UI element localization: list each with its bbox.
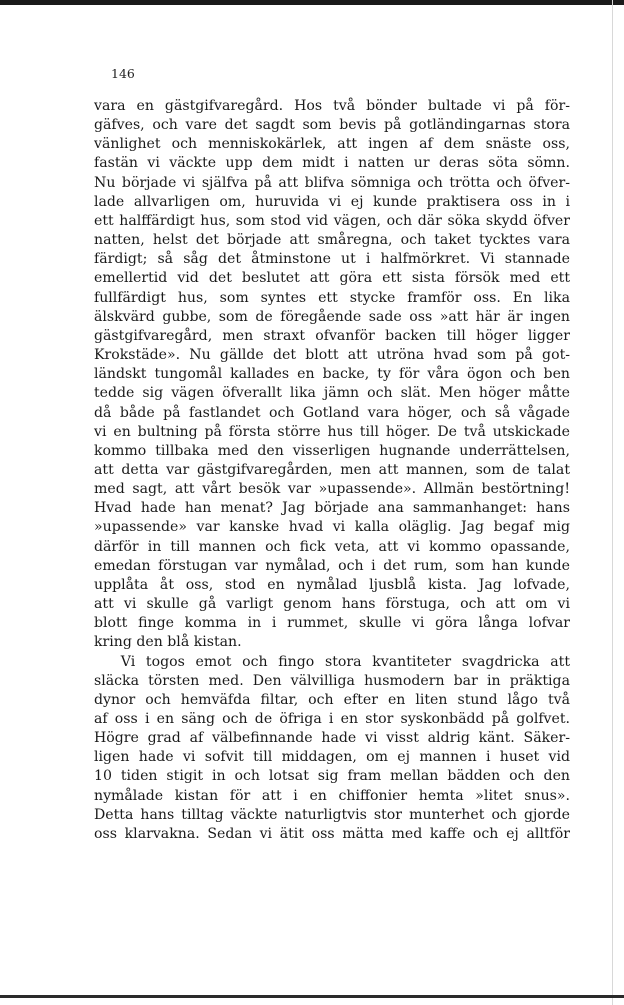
text-line: vi en bultning på första större hus till höger. De två utskickade bbox=[94, 423, 570, 440]
text-line: att vi skulle gå varligt genom hans förstuga, och att om vi bbox=[94, 596, 570, 613]
text-line: nymålade kistan för att i en chiffonier hemta »litet snus». bbox=[94, 787, 570, 804]
text-line: Hvad hade han menat? Jag började ana sammanhanget: hans bbox=[94, 500, 570, 517]
page-right-edge bbox=[612, 0, 613, 1005]
text-line: gästgifvaregård, men straxt ofvanför backen till höger ligger bbox=[94, 327, 570, 344]
text-line: vara en gästgifvaregård. Hos två bönder bultade vi på för- bbox=[94, 98, 570, 114]
text-line: därför in till mannen och fick veta, att vi kommo opassande, bbox=[94, 538, 570, 555]
text-line: att detta var gästgifvaregården, men att mannen, som de talat bbox=[94, 461, 570, 478]
text-line: ett halffärdigt hus, som stod vid vägen, och där söka skydd öfver bbox=[94, 212, 570, 229]
text-line: släcka törsten med. Den välvilliga husmodern bar in präktiga bbox=[94, 672, 570, 689]
text-line: vänlighet och menniskokärlek, att ingen af dem snäste oss, bbox=[94, 136, 570, 153]
text-line: emellertid vid det beslutet att göra ett sista försök med ett bbox=[94, 270, 570, 287]
text-line: emedan förstugan var nymålad, och i det rum, som han kunde bbox=[94, 557, 570, 574]
text-line: då både på fastlandet och Gotland vara höger, och så vågade bbox=[94, 404, 570, 421]
text-line: lade allvarligen om, huruvida vi ej kunde praktisera oss in i bbox=[94, 193, 570, 210]
text-line: oss klarvakna. Sedan vi ätit oss mätta med kaffe och ej alltför bbox=[94, 825, 570, 842]
text-line: Vi togos emot och fingo stora kvantiteter svagdricka att bbox=[120, 653, 570, 670]
text-line: 10 tiden stigit in och lotsat sig fram mellan bädden och den bbox=[94, 768, 570, 785]
text-line: Detta hans tilltag väckte naturligtvis stor munterhet och gjorde bbox=[94, 806, 570, 823]
text-line: färdigt; så såg det åtminstone ut i halfmörkret. Vi stannade bbox=[94, 251, 570, 268]
text-line: blott finge komma in i rummet, skulle vi göra långa lofvar bbox=[94, 615, 570, 632]
text-line: Högre grad af välbefinnande hade vi visst aldrig känt. Säker- bbox=[94, 730, 570, 747]
text-line: ligen hade vi sofvit till middagen, om ej mannen i huset vid bbox=[94, 749, 570, 766]
text-line: natten, helst det började att småregna, och taket tycktes vara bbox=[94, 232, 570, 249]
text-line: fullfärdigt hus, som syntes ett stycke framför oss. En lika bbox=[94, 289, 570, 306]
page-number: 146 bbox=[111, 66, 135, 81]
body-text bbox=[94, 97, 570, 844]
text-line: Krokstäde». Nu gällde det blott att utröna hvad som på got- bbox=[94, 347, 570, 364]
text-line: gäfves, och vare det sagdt som bevis på gotländingarnas stora bbox=[94, 117, 570, 134]
text-line: af oss i en säng och de öfriga i en stor syskonbädd på golfvet. bbox=[94, 711, 570, 727]
text-line: kommo tillbaka med den visserligen hugnande underrättelsen, bbox=[94, 442, 570, 459]
text-line: Nu började vi själfva på att blifva sömniga och trötta och öfver- bbox=[94, 174, 570, 191]
text-line: kring den blå kistan. bbox=[94, 634, 242, 651]
text-line: fastän vi väckte upp dem midt i natten ur deras söta sömn. bbox=[94, 155, 570, 172]
text-line: »upassende» var kanske hvad vi kalla oläglig. Jag begaf mig bbox=[94, 519, 570, 536]
text-line: ländskt tungomål kallades en backe, ty för våra ögon och ben bbox=[94, 366, 570, 383]
text-line: dynor och hemväfda filtar, och efter en liten stund lågo två bbox=[94, 691, 570, 708]
text-line: upplåta åt oss, stod en nymålad ljusblå kista. Jag lofvade, bbox=[94, 576, 570, 593]
text-line: tedde sig vägen öfverallt lika jämn och slät. Men höger måtte bbox=[94, 385, 570, 402]
page-bottom-edge bbox=[0, 995, 624, 998]
page-top-edge bbox=[0, 0, 624, 5]
text-line: älskvärd gubbe, som de föregående sade oss »att här är ingen bbox=[94, 308, 570, 325]
text-line: med sagt, att vårt besök var »upassende». Allmän bestörtning! bbox=[94, 481, 570, 498]
